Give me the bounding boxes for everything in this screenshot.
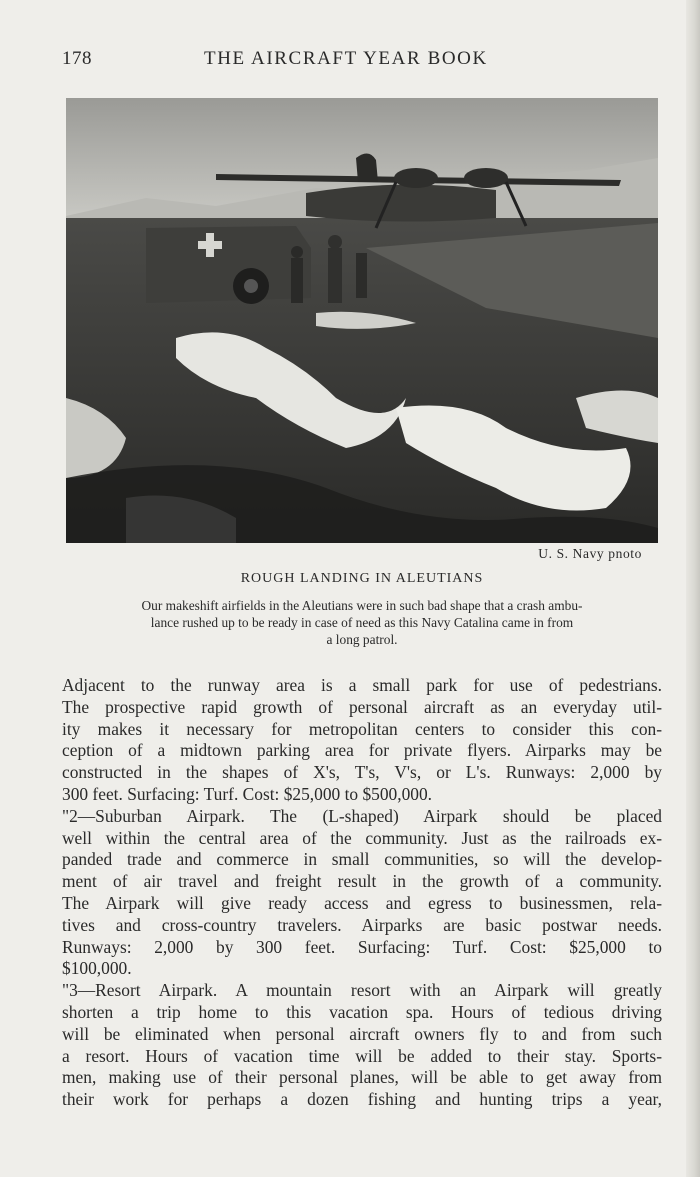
running-title: THE AIRCRAFT YEAR BOOK bbox=[204, 48, 488, 69]
body-line: their work for perhaps a dozen fishing and hunting trips a year, bbox=[62, 1089, 662, 1110]
body-line: 300 feet. Surfacing: Turf. Cost: $25,000 to $500,000. bbox=[62, 783, 433, 804]
page-number: 178 bbox=[62, 48, 92, 69]
body-line: men, making use of their personal planes, will be able to get away from bbox=[62, 1067, 662, 1088]
body-line: The Airpark will give ready access and egress to businessmen, rela- bbox=[62, 892, 662, 913]
photo-ambulance bbox=[146, 226, 311, 304]
body-line: ment of air travel and freight result in the growth of a community. bbox=[62, 871, 662, 892]
body-line: $100,000. bbox=[62, 958, 132, 979]
body-line: Runways: 2,000 by 300 feet. Surfacing: Turf. Cost: $25,000 to bbox=[62, 936, 662, 957]
body-line: constructed in the shapes of X's, T's, V's, or L's. Runways: 2,000 by bbox=[62, 762, 662, 783]
body-line: panded trade and commerce in small communities, so will the develop- bbox=[62, 849, 662, 870]
body-text bbox=[62, 675, 662, 1111]
caption-line: lance rushed up to be ready in case of need as this Navy Catalina came in from bbox=[150, 615, 574, 630]
page-edge-shadow bbox=[686, 0, 700, 1177]
body-line: The prospective rapid growth of personal aircraft as an everyday util- bbox=[62, 696, 662, 717]
photo-catalina-landing bbox=[66, 98, 658, 543]
body-line: Adjacent to the runway area is a small park for use of pedestrians. bbox=[62, 675, 662, 695]
body-line: shorten a trip home to this vacation spa. Hours of tedious driving bbox=[62, 1001, 662, 1022]
body-line: "2—Suburban Airpark. The (L-shaped) Airpark should be placed bbox=[62, 805, 662, 826]
caption-line: a long patrol. bbox=[326, 632, 398, 647]
caption-title: ROUGH LANDING IN ALEUTIANS bbox=[240, 571, 484, 586]
caption-line: Our makeshift airfields in the Aleutians were in such bad shape that a crash ambu- bbox=[141, 598, 583, 613]
body-line: will be eliminated when personal aircraft owners fly to and from such bbox=[62, 1023, 662, 1044]
page-header bbox=[62, 48, 658, 76]
body-line: a resort. Hours of vacation time will be added to their stay. Sports- bbox=[62, 1045, 662, 1066]
body-line: ity makes it necessary for metropolitan centers to consider this con- bbox=[62, 718, 662, 739]
caption-body bbox=[62, 597, 662, 648]
body-line: well within the central area of the community. Just as the railroads ex- bbox=[62, 827, 662, 848]
body-line: "3—Resort Airpark. A mountain resort with an Airpark will greatly bbox=[62, 980, 662, 1001]
body-line: tives and cross-country travelers. Airparks are basic postwar needs. bbox=[62, 914, 662, 935]
photo-credit: U. S. Navy pnoto bbox=[538, 546, 642, 561]
body-line: ception of a midtown parking area for private flyers. Airparks may be bbox=[62, 740, 662, 761]
